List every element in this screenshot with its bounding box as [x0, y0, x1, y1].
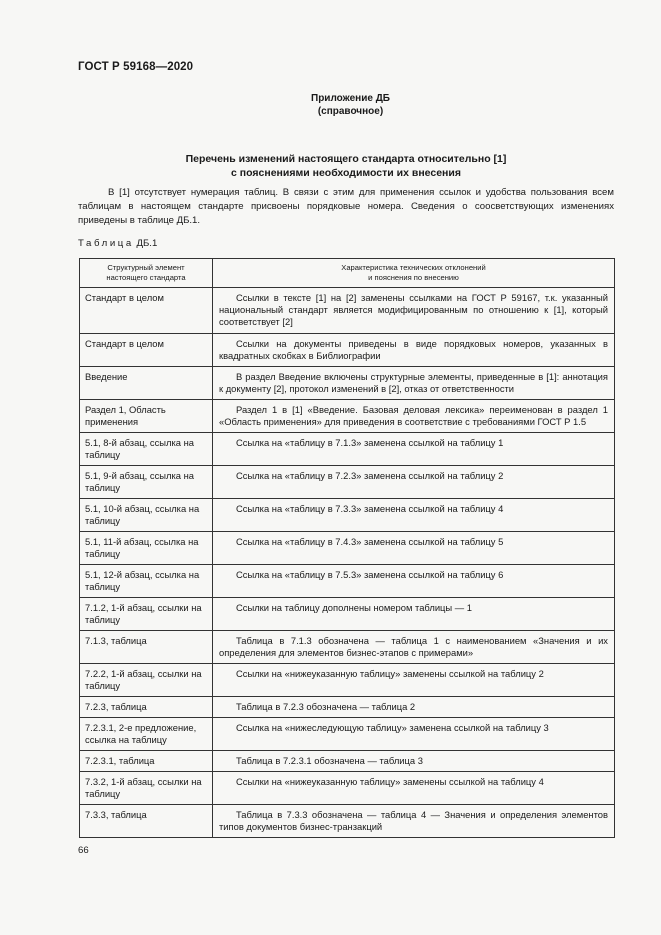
table-row	[80, 565, 615, 598]
row-element-cell: 7.2.3.1, таблица	[80, 751, 213, 772]
row-element-cell: 5.1, 11-й абзац, ссылка на таблицу	[80, 532, 213, 565]
row-description-cell: Таблица в 7.3.3 обозначена — таблица 4 — Значения и определения элементов типов документов бизнес-транзакций	[213, 805, 615, 838]
table-row	[80, 718, 615, 751]
row-description-cell: Ссылка на «таблицу в 7.2.3» заменена ссылкой на таблицу 2	[213, 466, 615, 499]
table-caption-word: Таблица	[78, 238, 134, 249]
row-description-cell: Ссылка на «таблицу в 7.3.3» заменена ссылкой на таблицу 4	[213, 499, 615, 532]
row-description-cell: Ссылка на «таблицу в 7.1.3» заменена ссылкой на таблицу 1	[213, 433, 615, 466]
row-element-cell: Раздел 1, Область применения	[80, 400, 213, 433]
table-row	[80, 400, 615, 433]
table-row	[80, 499, 615, 532]
table-row	[80, 772, 615, 805]
row-element-cell: 5.1, 10-й абзац, ссылка на таблицу	[80, 499, 213, 532]
table-row	[80, 805, 615, 838]
column-header-description-line2: и пояснения по внесению	[368, 273, 459, 282]
row-description-cell: Ссылки на «нижеуказанную таблицу» заменены ссылкой на таблицу 2	[213, 664, 615, 697]
column-header-element-line1: Структурный элемент	[107, 263, 185, 272]
table-caption	[78, 238, 157, 249]
row-description-cell: Ссылки на «нижеуказанную таблицу» заменены ссылкой на таблицу 4	[213, 772, 615, 805]
row-description-cell: Ссылки в тексте [1] на [2] заменены ссылками на ГОСТ Р 59167, т.к. указанный национальный стандарт является модифицированным по отношению к [1], который соответствует [2]	[213, 288, 615, 334]
column-header-description-line1: Характеристика технических отклонений	[341, 263, 486, 272]
row-element-cell: 5.1, 9-й абзац, ссылка на таблицу	[80, 466, 213, 499]
table-row	[80, 466, 615, 499]
table-row	[80, 631, 615, 664]
page-number: 66	[78, 845, 89, 856]
table-body	[80, 288, 615, 838]
table-row	[80, 334, 615, 367]
table-row	[80, 367, 615, 400]
intro-paragraph: В [1] отсутствует нумерация таблиц. В связи с этим для применения ссылок и удобства пользования всем таблицам в настоящем стандарте присвоены порядковые номера. Сведения о соосветствующих изменениях приведены в таблице ДБ.1.	[78, 187, 614, 226]
row-description-cell: В раздел Введение включены структурные элементы, приведенные в [1]: аннотация к документу [2], протокол изменений в [2], отказ от ответственности	[213, 367, 615, 400]
row-description-cell: Таблица в 7.2.3 обозначена — таблица 2	[213, 697, 615, 718]
row-element-cell: 7.2.3, таблица	[80, 697, 213, 718]
section-title-line2: с пояснениями необходимости их внесения	[231, 167, 461, 179]
row-element-cell: 5.1, 12-й абзац, ссылка на таблицу	[80, 565, 213, 598]
appendix-note: (справочное)	[317, 106, 384, 117]
table-row	[80, 751, 615, 772]
row-description-cell: Ссылка на «таблицу в 7.5.3» заменена ссылкой на таблицу 6	[213, 565, 615, 598]
column-header-element	[80, 259, 213, 288]
section-title	[78, 152, 614, 180]
row-element-cell: 7.2.2, 1-й абзац, ссылки на таблицу	[80, 664, 213, 697]
changes-table	[79, 258, 615, 838]
row-description-cell: Таблица в 7.2.3.1 обозначена — таблица 3	[213, 751, 615, 772]
column-header-description	[213, 259, 615, 288]
table-row	[80, 697, 615, 718]
row-element-cell: 7.3.2, 1-й абзац, ссылки на таблицу	[80, 772, 213, 805]
row-description-cell: Ссылка на «нижеследующую таблицу» заменена ссылкой на таблицу 3	[213, 718, 615, 751]
table-row	[80, 664, 615, 697]
table-row	[80, 433, 615, 466]
row-element-cell: Стандарт в целом	[80, 334, 213, 367]
section-title-line1: Перечень изменений настоящего стандарта относительно [1]	[185, 153, 507, 165]
table-row	[80, 598, 615, 631]
row-element-cell: 7.1.2, 1-й абзац, ссылки на таблицу	[80, 598, 213, 631]
appendix-title: Приложение ДБ	[311, 93, 390, 104]
column-header-element-line2: настоящего стандарта	[106, 273, 186, 282]
row-description-cell: Ссылка на «таблицу в 7.4.3» заменена ссылкой на таблицу 5	[213, 532, 615, 565]
row-element-cell: 5.1, 8-й абзац, ссылка на таблицу	[80, 433, 213, 466]
row-element-cell: 7.3.3, таблица	[80, 805, 213, 838]
row-element-cell: 7.1.3, таблица	[80, 631, 213, 664]
table-caption-id: ДБ.1	[136, 238, 158, 249]
row-element-cell: 7.2.3.1, 2-е предложение, ссылка на таблицу	[80, 718, 213, 751]
document-code: ГОСТ Р 59168—2020	[78, 61, 194, 73]
row-description-cell: Ссылки на таблицу дополнены номером таблицы — 1	[213, 598, 615, 631]
row-description-cell: Раздел 1 в [1] «Введение. Базовая деловая лексика» переименован в раздел 1 «Область применения» для приведения в соответствие с требованиями ГОСТ Р 1.5	[213, 400, 615, 433]
table-header-row	[80, 259, 615, 288]
table-row	[80, 288, 615, 334]
row-element-cell: Стандарт в целом	[80, 288, 213, 334]
row-description-cell: Таблица в 7.1.3 обозначена — таблица 1 с наименованием «Значения и их определения для элементов бизнес-этапов с примерами»	[213, 631, 615, 664]
table-row	[80, 532, 615, 565]
appendix-heading	[0, 92, 661, 118]
row-element-cell: Введение	[80, 367, 213, 400]
row-description-cell: Ссылки на документы приведены в виде порядковых номеров, указанных в квадратных скобках в Библиографии	[213, 334, 615, 367]
